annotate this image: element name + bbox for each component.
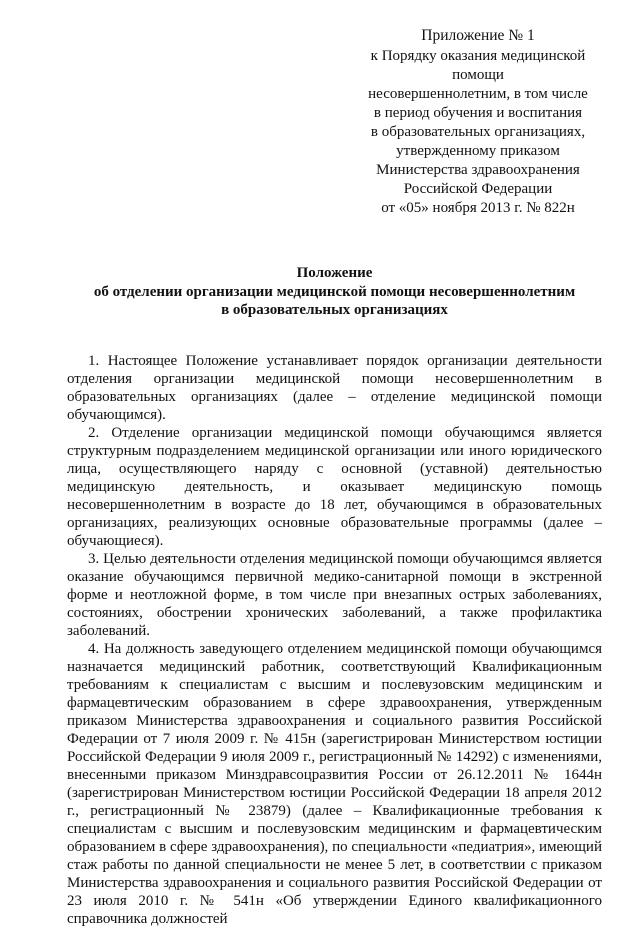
appendix-line: Министерства здравоохранения <box>376 162 580 178</box>
paragraph-3: 3. Целью деятельности отделения медицинской помощи обучающимся является оказание обучающимся первичной медико-санитарной помощи в экстренной форме и неотложной форме, в том числе при внезапных острых заболеваниях, состояниях, обострении хронических заболеваний, а также профилактика заболеваний. <box>67 550 602 639</box>
document-title-line: Положение <box>296 265 373 281</box>
document-title-line: в образовательных организациях <box>221 302 448 318</box>
appendix-line: несовершеннолетним, в том числе <box>368 86 588 102</box>
appendix-title: Приложение № 1 <box>421 27 535 44</box>
appendix-line: в образовательных организациях, <box>370 124 586 140</box>
appendix-header <box>358 26 598 218</box>
appendix-line: утвержденному приказом <box>396 143 560 159</box>
appendix-line: к Порядку оказания медицинской помощи <box>370 48 586 83</box>
appendix-line: от «05» ноября 2013 г. № 822н <box>381 200 575 216</box>
document-title <box>67 264 602 320</box>
appendix-line: Российской Федерации <box>403 181 553 197</box>
document-body <box>67 352 602 928</box>
document-title-line: об отделении организации медицинской помощи несовершеннолетним <box>93 283 576 300</box>
paragraph-4: 4. На должность заведующего отделением медицинской помощи обучающимся назначается медицинский работник, соответствующий Квалификационным требованиям к специалистам с высшим и послевузовским медицинским и фармацевтическим образованием в сфере здравоохранения, утвержденным приказом Министерства здравоохранения и социального развития Российской Федерации от 7 июля 2009 г. № 415н (зарегистрирован Министерством юстиции Российской Федерации 9 июля 2009 г., регистрационный № 14292) с изменениями, внесенными приказом Минздравсоцразвития России от 26.12.2011 № 1644н (зарегистрирован Министерством юстиции Российской Федерации 18 апреля 2012 г., регистрационный № 23879) (далее – Квалификационные требования к специалистам с высшим и послевузовским медицинским и фармацевтическим образованием в сфере здравоохранения), по специальности «педиатрия», имеющий стаж работы по данной специальности не менее 5 лет, в соответствии с приказом Министерства здравоохранения и социального развития Российской Федерации от 23 июля 2010 г. № 541н «Об утверждении Единого квалификационного справочника должностей <box>67 640 602 927</box>
paragraph-2: 2. Отделение организации медицинской помощи обучающимся является структурным подразделением медицинской организации или иного юридического лица, осуществляющего наряду с основной (уставной) деятельностью медицинскую деятельность, и оказывает медицинскую помощь несовершеннолетним в возрасте до 18 лет, обучающимся в образовательных организациях, реализующих основные образовательные программы (далее – обучающиеся). <box>67 424 602 549</box>
paragraph-1: 1. Настоящее Положение устанавливает порядок организации деятельности отделения организации медицинской помощи несовершеннолетним в образовательных организациях (далее – отделение медицинской помощи обучающимся). <box>67 352 602 423</box>
appendix-line: в период обучения и воспитания <box>373 105 583 121</box>
